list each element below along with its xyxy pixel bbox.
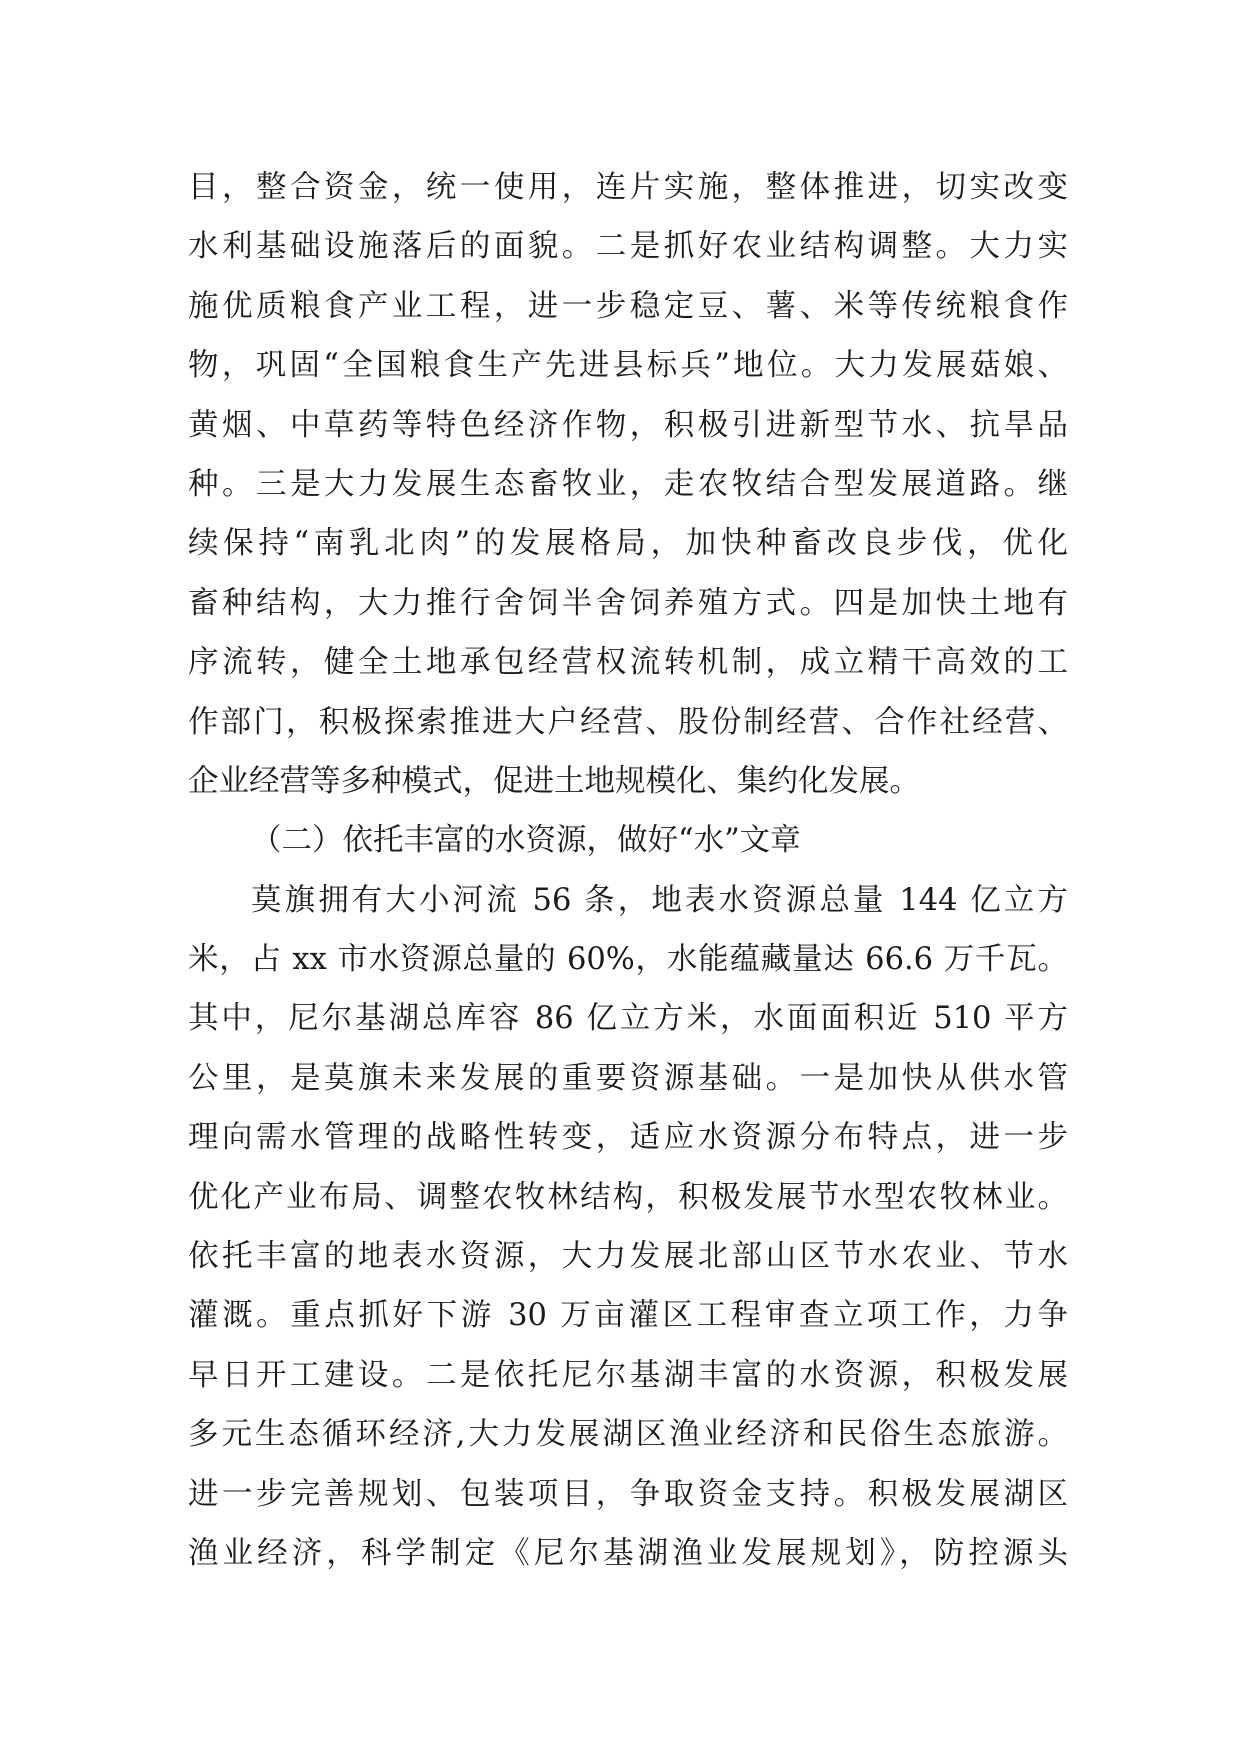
text-line: 物，巩固“全国粮食生产先进县标兵”地位。大力发展菇娘、 [188, 348, 1068, 384]
text-line: 畜种结构，大力推行舍饲半舍饲养殖方式。四是加快土地有 [188, 585, 1068, 621]
text-line: 其中，尼尔基湖总库容 86 亿立方米，水面面积近 510 平方 [188, 1001, 1068, 1037]
text-line: 优化产业布局、调整农牧林结构，积极发展节水型农牧林业。 [188, 1179, 1068, 1215]
text-line: 企业经营等多种模式，促进土地规模化、集约化发展。 [188, 763, 920, 799]
text-line: 早日开工建设。二是依托尼尔基湖丰富的水资源，积极发展 [188, 1357, 1068, 1393]
text-line: 种。三是大力发展生态畜牧业，走农牧结合型发展道路。继 [188, 466, 1068, 502]
text-line: 目，整合资金，统一使用，连片实施，整体推进，切实改变 [188, 170, 1068, 205]
text-line: 米，占 xx 市水资源总量的 60%，水能蕴藏量达 66.6 万千瓦。 [188, 942, 1068, 978]
text-line: 序流转，健全土地承包经营权流转机制，成立精干高效的工 [188, 645, 1068, 681]
text-line: 灌溉。重点抓好下游 30 万亩灌区工程审查立项工作，力争 [188, 1298, 1068, 1334]
text-line: 渔业经济，科学制定《尼尔基湖渔业发展规划》，防控源头 [188, 1535, 1068, 1571]
text-line: 公里，是莫旗未来发展的重要资源基础。一是加快从供水管 [188, 1060, 1068, 1096]
text-line: 多元生态循环经济,大力发展湖区渔业经济和民俗生态旅游。 [188, 1417, 1068, 1453]
text-line: 理向需水管理的战略性转变，适应水资源分布特点，进一步 [188, 1120, 1068, 1156]
text-line: 黄烟、中草药等特色经济作物，积极引进新型节水、抗旱品 [188, 407, 1068, 443]
body-text [188, 158, 1068, 1583]
text-line: 续保持“南乳北肉”的发展格局，加快种畜改良步伐，优化 [188, 526, 1068, 562]
text-line: 水利基础设施落后的面貌。二是抓好农业结构调整。大力实 [188, 229, 1068, 265]
section-heading: （二）依托丰富的水资源，做好“水”文章 [251, 823, 801, 859]
text-line: 依托丰富的地表水资源，大力发展北部山区节水农业、节水 [188, 1239, 1068, 1275]
text-line: 进一步完善规划、包装项目，争取资金支持。积极发展湖区 [188, 1476, 1068, 1512]
text-line: 莫旗拥有大小河流 56 条，地表水资源总量 144 亿立方 [251, 882, 1068, 918]
text-line: 作部门，积极探索推进大户经营、股份制经营、合作社经营、 [188, 704, 1068, 740]
text-line: 施优质粮食产业工程，进一步稳定豆、薯、米等传统粮食作 [188, 288, 1068, 324]
